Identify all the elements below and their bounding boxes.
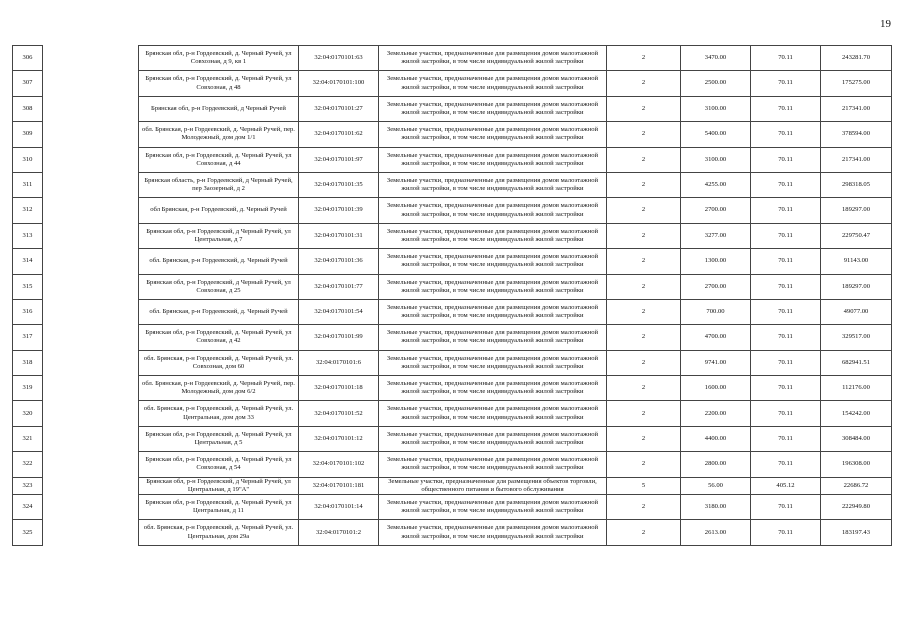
permitted-use-cell: Земельные участки, предназначенные для размещения домов малоэтажной жилой застройки, в том числе индивидуальной жилой застройки bbox=[379, 122, 607, 147]
address-cell: обл. Брянская, р-н Гордеевский, д. Черный Ручей, ул. Совхозная, дом 60 bbox=[139, 350, 299, 375]
cadastral-number-cell: 32:04:0170101:181 bbox=[299, 477, 379, 494]
address-cell: Брянская обл, р-н Гордеевский, д. Черный Ручей, ул Совхозная, д 9, кв 1 bbox=[139, 46, 299, 71]
area-cell: 700.00 bbox=[681, 299, 751, 324]
specific-value-cell: 70.11 bbox=[751, 223, 821, 248]
cadastral-value-cell: 189297.00 bbox=[821, 274, 892, 299]
permitted-use-cell: Земельные участки, предназначенные для размещения домов малоэтажной жилой застройки, в том числе индивидуальной жилой застройки bbox=[379, 223, 607, 248]
cadastral-value-cell: 298318.05 bbox=[821, 172, 892, 197]
row-number-cell: 324 bbox=[13, 495, 43, 520]
cadastral-value-table bbox=[12, 45, 892, 546]
address-cell: Брянская обл, р-н Гордеевский, д. Черный Ручей, ул Совхозная, д 44 bbox=[139, 147, 299, 172]
area-cell: 2800.00 bbox=[681, 452, 751, 477]
cadastral-value-cell: 222949.80 bbox=[821, 495, 892, 520]
permitted-use-cell: Земельные участки, предназначенные для размещения домов малоэтажной жилой застройки, в том числе индивидуальной жилой застройки bbox=[379, 249, 607, 274]
category-code-cell: 2 bbox=[607, 172, 681, 197]
cadastral-value-cell: 189297.00 bbox=[821, 198, 892, 223]
category-code-cell: 2 bbox=[607, 122, 681, 147]
cadastral-value-cell: 308484.00 bbox=[821, 426, 892, 451]
cadastral-number-cell: 32:04:0170101:31 bbox=[299, 223, 379, 248]
permitted-use-cell: Земельные участки, предназначенные для размещения домов малоэтажной жилой застройки, в том числе индивидуальной жилой застройки bbox=[379, 452, 607, 477]
specific-value-cell: 70.11 bbox=[751, 452, 821, 477]
row-number-cell: 325 bbox=[13, 520, 43, 545]
address-cell: обл. Брянская, р-н Гордеевский, д. Черный Ручей bbox=[139, 299, 299, 324]
cadastral-number-cell: 32:04:0170101:35 bbox=[299, 172, 379, 197]
table-row bbox=[13, 325, 892, 350]
address-cell: Брянская обл, р-н Гордеевский, д Черный Ручей, ул Совхозная, д 25 bbox=[139, 274, 299, 299]
cadastral-value-cell: 196308.00 bbox=[821, 452, 892, 477]
address-cell: обл. Брянская, р-н Гордеевский, д. Черный Ручей bbox=[139, 249, 299, 274]
table-row bbox=[13, 147, 892, 172]
area-cell: 56.00 bbox=[681, 477, 751, 494]
category-code-cell: 2 bbox=[607, 452, 681, 477]
area-cell: 4400.00 bbox=[681, 426, 751, 451]
specific-value-cell: 70.11 bbox=[751, 350, 821, 375]
permitted-use-cell: Земельные участки, предназначенные для размещения домов малоэтажной жилой застройки, в том числе индивидуальной жилой застройки bbox=[379, 350, 607, 375]
row-number-cell: 318 bbox=[13, 350, 43, 375]
cadastral-value-cell: 217341.00 bbox=[821, 96, 892, 121]
row-number-cell: 319 bbox=[13, 376, 43, 401]
specific-value-cell: 70.11 bbox=[751, 96, 821, 121]
area-cell: 2613.00 bbox=[681, 520, 751, 545]
cadastral-number-cell: 32:04:0170101:2 bbox=[299, 520, 379, 545]
permitted-use-cell: Земельные участки, предназначенные для размещения домов малоэтажной жилой застройки, в том числе индивидуальной жилой застройки bbox=[379, 71, 607, 96]
cadastral-value-cell: 229750.47 bbox=[821, 223, 892, 248]
row-number-cell: 323 bbox=[13, 477, 43, 494]
cadastral-number-cell: 32:04:0170101:14 bbox=[299, 495, 379, 520]
row-number-cell: 309 bbox=[13, 122, 43, 147]
table-row bbox=[13, 477, 892, 494]
row-number-cell: 312 bbox=[13, 198, 43, 223]
category-code-cell: 2 bbox=[607, 299, 681, 324]
cadastral-value-cell: 682941.51 bbox=[821, 350, 892, 375]
blank-cell bbox=[43, 325, 139, 350]
permitted-use-cell: Земельные участки, предназначенные для размещения домов малоэтажной жилой застройки, в том числе индивидуальной жилой застройки bbox=[379, 495, 607, 520]
row-number-cell: 317 bbox=[13, 325, 43, 350]
cadastral-number-cell: 32:04:0170101:62 bbox=[299, 122, 379, 147]
area-cell: 5400.00 bbox=[681, 122, 751, 147]
table-row bbox=[13, 376, 892, 401]
cadastral-value-cell: 175275.00 bbox=[821, 71, 892, 96]
row-number-cell: 314 bbox=[13, 249, 43, 274]
cadastral-number-cell: 32:04:0170101:36 bbox=[299, 249, 379, 274]
table-row bbox=[13, 249, 892, 274]
specific-value-cell: 70.11 bbox=[751, 198, 821, 223]
specific-value-cell: 70.11 bbox=[751, 299, 821, 324]
cadastral-value-cell: 91143.00 bbox=[821, 249, 892, 274]
cadastral-value-cell: 378594.00 bbox=[821, 122, 892, 147]
address-cell: обл. Брянская, р-н Гордеевский, д. Черный Ручей, пер. Молодежный, дом дом 1/1 bbox=[139, 122, 299, 147]
cadastral-number-cell: 32:04:0170101:12 bbox=[299, 426, 379, 451]
blank-cell bbox=[43, 223, 139, 248]
area-cell: 3470.00 bbox=[681, 46, 751, 71]
area-cell: 2700.00 bbox=[681, 198, 751, 223]
category-code-cell: 5 bbox=[607, 477, 681, 494]
blank-cell bbox=[43, 172, 139, 197]
specific-value-cell: 70.11 bbox=[751, 122, 821, 147]
blank-cell bbox=[43, 249, 139, 274]
blank-cell bbox=[43, 520, 139, 545]
table-row bbox=[13, 198, 892, 223]
permitted-use-cell: Земельные участки, предназначенные для размещения домов малоэтажной жилой застройки, в том числе индивидуальной жилой застройки bbox=[379, 46, 607, 71]
specific-value-cell: 70.11 bbox=[751, 71, 821, 96]
area-cell: 3180.00 bbox=[681, 495, 751, 520]
area-cell: 2700.00 bbox=[681, 274, 751, 299]
table-row bbox=[13, 96, 892, 121]
cadastral-number-cell: 32:04:0170101:99 bbox=[299, 325, 379, 350]
category-code-cell: 2 bbox=[607, 198, 681, 223]
table-row bbox=[13, 299, 892, 324]
cadastral-value-cell: 22686.72 bbox=[821, 477, 892, 494]
row-number-cell: 313 bbox=[13, 223, 43, 248]
blank-cell bbox=[43, 96, 139, 121]
permitted-use-cell: Земельные участки, предназначенные для размещения домов малоэтажной жилой застройки, в том числе индивидуальной жилой застройки bbox=[379, 172, 607, 197]
table-row bbox=[13, 426, 892, 451]
cadastral-value-cell: 112176.00 bbox=[821, 376, 892, 401]
row-number-cell: 321 bbox=[13, 426, 43, 451]
address-cell: Брянская обл, р-н Гордеевский, д. Черный Ручей, ул Совхозная, д 42 bbox=[139, 325, 299, 350]
blank-cell bbox=[43, 426, 139, 451]
table-row bbox=[13, 71, 892, 96]
blank-cell bbox=[43, 299, 139, 324]
blank-cell bbox=[43, 452, 139, 477]
category-code-cell: 2 bbox=[607, 426, 681, 451]
category-code-cell: 2 bbox=[607, 325, 681, 350]
specific-value-cell: 70.11 bbox=[751, 249, 821, 274]
blank-cell bbox=[43, 350, 139, 375]
area-cell: 3100.00 bbox=[681, 96, 751, 121]
table-row bbox=[13, 520, 892, 545]
area-cell: 2200.00 bbox=[681, 401, 751, 426]
cadastral-value-cell: 243281.70 bbox=[821, 46, 892, 71]
specific-value-cell: 70.11 bbox=[751, 426, 821, 451]
area-cell: 3277.00 bbox=[681, 223, 751, 248]
blank-cell bbox=[43, 122, 139, 147]
blank-cell bbox=[43, 376, 139, 401]
cadastral-number-cell: 32:04:0170101:52 bbox=[299, 401, 379, 426]
row-number-cell: 310 bbox=[13, 147, 43, 172]
area-cell: 1600.00 bbox=[681, 376, 751, 401]
category-code-cell: 2 bbox=[607, 401, 681, 426]
permitted-use-cell: Земельные участки, предназначенные для размещения домов малоэтажной жилой застройки, в том числе индивидуальной жилой застройки bbox=[379, 299, 607, 324]
blank-cell bbox=[43, 46, 139, 71]
specific-value-cell: 70.11 bbox=[751, 46, 821, 71]
address-cell: Брянская обл, р-н Гордеевский, д. Черный Ручей, ул Совхозная, д 48 bbox=[139, 71, 299, 96]
specific-value-cell: 70.11 bbox=[751, 147, 821, 172]
permitted-use-cell: Земельные участки, предназначенные для размещения домов малоэтажной жилой застройки, в том числе индивидуальной жилой застройки bbox=[379, 376, 607, 401]
cadastral-value-cell: 49077.00 bbox=[821, 299, 892, 324]
blank-cell bbox=[43, 401, 139, 426]
permitted-use-cell: Земельные участки, предназначенные для размещения домов малоэтажной жилой застройки, в том числе индивидуальной жилой застройки bbox=[379, 426, 607, 451]
address-cell: обл Брянская, р-н Гордеевский, д. Черный Ручей bbox=[139, 198, 299, 223]
cadastral-value-cell: 183197.43 bbox=[821, 520, 892, 545]
blank-cell bbox=[43, 495, 139, 520]
address-cell: Брянская обл, р-н Гордеевский, д. Черный Ручей, ул Центральная, д 11 bbox=[139, 495, 299, 520]
permitted-use-cell: Земельные участки, предназначенные для размещения домов малоэтажной жилой застройки, в том числе индивидуальной жилой застройки bbox=[379, 198, 607, 223]
category-code-cell: 2 bbox=[607, 495, 681, 520]
category-code-cell: 2 bbox=[607, 71, 681, 96]
permitted-use-cell: Земельные участки, предназначенные для размещения домов малоэтажной жилой застройки, в том числе индивидуальной жилой застройки bbox=[379, 401, 607, 426]
cadastral-number-cell: 32:04:0170101:18 bbox=[299, 376, 379, 401]
cadastral-value-cell: 217341.00 bbox=[821, 147, 892, 172]
specific-value-cell: 70.11 bbox=[751, 401, 821, 426]
cadastral-number-cell: 32:04:0170101:97 bbox=[299, 147, 379, 172]
cadastral-number-cell: 32:04:0170101:39 bbox=[299, 198, 379, 223]
table-row bbox=[13, 350, 892, 375]
cadastral-number-cell: 32:04:0170101:77 bbox=[299, 274, 379, 299]
blank-cell bbox=[43, 147, 139, 172]
specific-value-cell: 70.11 bbox=[751, 520, 821, 545]
cadastral-number-cell: 32:04:0170101:27 bbox=[299, 96, 379, 121]
blank-cell bbox=[43, 198, 139, 223]
blank-cell bbox=[43, 71, 139, 96]
specific-value-cell: 70.11 bbox=[751, 274, 821, 299]
address-cell: Брянская обл, р-н Гордеевский, д Черный Ручей, ул Центральная, д 7 bbox=[139, 223, 299, 248]
address-cell: обл. Брянская, р-н Гордеевский, д. Черный Ручей, ул. Центральная, дом дом 33 bbox=[139, 401, 299, 426]
cadastral-number-cell: 32:04:0170101:102 bbox=[299, 452, 379, 477]
address-cell: Брянская обл, р-н Гордеевский, д Черный Ручей bbox=[139, 96, 299, 121]
category-code-cell: 2 bbox=[607, 350, 681, 375]
permitted-use-cell: Земельные участки, предназначенные для размещения объектов торговли, общественного питания и бытового обслуживания bbox=[379, 477, 607, 494]
blank-cell bbox=[43, 274, 139, 299]
cadastral-number-cell: 32:04:0170101:54 bbox=[299, 299, 379, 324]
permitted-use-cell: Земельные участки, предназначенные для размещения домов малоэтажной жилой застройки, в том числе индивидуальной жилой застройки bbox=[379, 147, 607, 172]
category-code-cell: 2 bbox=[607, 520, 681, 545]
area-cell: 3100.00 bbox=[681, 147, 751, 172]
cadastral-number-cell: 32:04:0170101:63 bbox=[299, 46, 379, 71]
cadastral-number-cell: 32:04:0170101:100 bbox=[299, 71, 379, 96]
address-cell: Брянская область, р-н Гордеевский, д Черный Ручей, пер Заозерный, д 2 bbox=[139, 172, 299, 197]
address-cell: Брянская обл, р-н Гордеевский, д. Черный Ручей, ул Центральная, д 5 bbox=[139, 426, 299, 451]
cadastral-value-cell: 329517.00 bbox=[821, 325, 892, 350]
table-row bbox=[13, 172, 892, 197]
table-row bbox=[13, 401, 892, 426]
category-code-cell: 2 bbox=[607, 223, 681, 248]
permitted-use-cell: Земельные участки, предназначенные для размещения домов малоэтажной жилой застройки, в том числе индивидуальной жилой застройки bbox=[379, 325, 607, 350]
table-row bbox=[13, 452, 892, 477]
row-number-cell: 307 bbox=[13, 71, 43, 96]
cadastral-number-cell: 32:04:0170101:6 bbox=[299, 350, 379, 375]
address-cell: Брянская обл, р-н Гордеевский, д. Черный Ручей, ул Совхозная, д 54 bbox=[139, 452, 299, 477]
address-cell: Брянская обл, р-н Гордеевский, д Черный Ручей, ул Центральная, д 19"А" bbox=[139, 477, 299, 494]
specific-value-cell: 70.11 bbox=[751, 376, 821, 401]
table-row bbox=[13, 274, 892, 299]
address-cell: обл. Брянская, р-н Гордеевский, д. Черный Ручей, ул. Центральная, дом 29а bbox=[139, 520, 299, 545]
category-code-cell: 2 bbox=[607, 376, 681, 401]
specific-value-cell: 70.11 bbox=[751, 325, 821, 350]
blank-cell bbox=[43, 477, 139, 494]
area-cell: 4700.00 bbox=[681, 325, 751, 350]
row-number-cell: 320 bbox=[13, 401, 43, 426]
specific-value-cell: 70.11 bbox=[751, 172, 821, 197]
category-code-cell: 2 bbox=[607, 46, 681, 71]
row-number-cell: 316 bbox=[13, 299, 43, 324]
permitted-use-cell: Земельные участки, предназначенные для размещения домов малоэтажной жилой застройки, в том числе индивидуальной жилой застройки bbox=[379, 520, 607, 545]
cadastral-value-cell: 154242.00 bbox=[821, 401, 892, 426]
table-row bbox=[13, 223, 892, 248]
row-number-cell: 311 bbox=[13, 172, 43, 197]
row-number-cell: 308 bbox=[13, 96, 43, 121]
row-number-cell: 322 bbox=[13, 452, 43, 477]
area-cell: 9741.00 bbox=[681, 350, 751, 375]
specific-value-cell: 70.11 bbox=[751, 495, 821, 520]
category-code-cell: 2 bbox=[607, 147, 681, 172]
row-number-cell: 306 bbox=[13, 46, 43, 71]
area-cell: 1300.00 bbox=[681, 249, 751, 274]
area-cell: 2500.00 bbox=[681, 71, 751, 96]
permitted-use-cell: Земельные участки, предназначенные для размещения домов малоэтажной жилой застройки, в том числе индивидуальной жилой застройки bbox=[379, 274, 607, 299]
page-number: 19 bbox=[880, 18, 891, 30]
row-number-cell: 315 bbox=[13, 274, 43, 299]
category-code-cell: 2 bbox=[607, 249, 681, 274]
category-code-cell: 2 bbox=[607, 96, 681, 121]
permitted-use-cell: Земельные участки, предназначенные для размещения домов малоэтажной жилой застройки, в том числе индивидуальной жилой застройки bbox=[379, 96, 607, 121]
table-row bbox=[13, 122, 892, 147]
table-row bbox=[13, 46, 892, 71]
category-code-cell: 2 bbox=[607, 274, 681, 299]
area-cell: 4255.00 bbox=[681, 172, 751, 197]
address-cell: обл. Брянская, р-н Гордеевский, д. Черный Ручей, пер. Молодежный, дом дом 6/2 bbox=[139, 376, 299, 401]
table-row bbox=[13, 495, 892, 520]
specific-value-cell: 405.12 bbox=[751, 477, 821, 494]
